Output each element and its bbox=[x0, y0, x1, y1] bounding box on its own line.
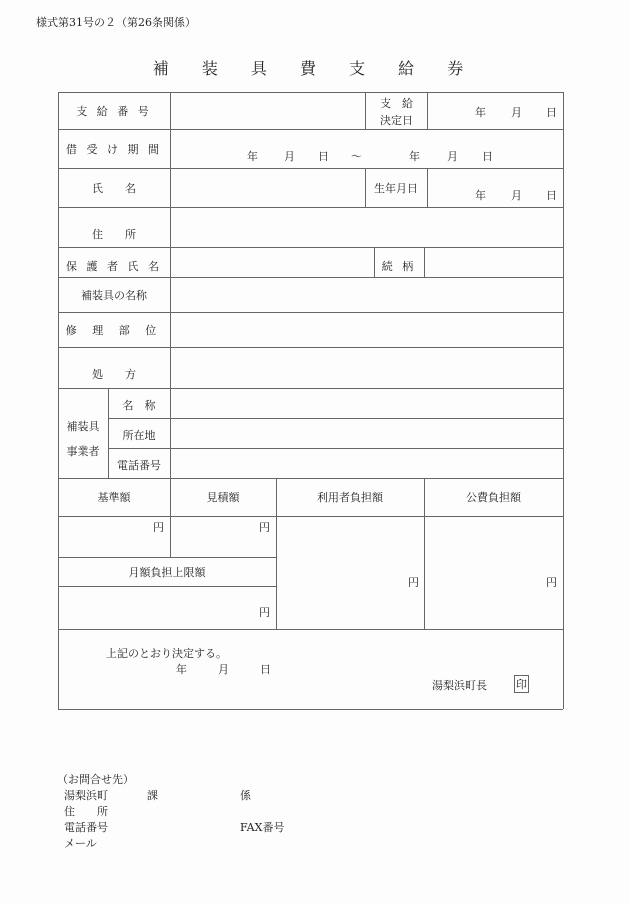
decision-statement: 上記のとおり決定する。 bbox=[106, 647, 227, 660]
user-burden-header: 利用者負担額 bbox=[317, 491, 383, 504]
supply-number-field[interactable] bbox=[171, 93, 365, 129]
contact-address-label: 住 所 bbox=[64, 805, 108, 818]
year-unit: 年 bbox=[475, 106, 486, 119]
public-burden-header: 公費負担額 bbox=[466, 491, 521, 504]
guardian-name-field[interactable] bbox=[171, 248, 374, 277]
contact-email-label: メール bbox=[64, 837, 97, 850]
end-year-unit: 年 bbox=[409, 150, 420, 163]
page-title: 補 装 具 費 支 給 券 bbox=[152, 58, 478, 78]
yen-unit: 円 bbox=[153, 521, 164, 534]
address-field[interactable] bbox=[171, 208, 563, 247]
yen-unit: 円 bbox=[259, 606, 270, 619]
prescription-field[interactable] bbox=[171, 348, 563, 388]
yen-unit: 円 bbox=[259, 521, 270, 534]
start-month-unit: 月 bbox=[284, 150, 295, 163]
year-unit: 年 bbox=[475, 189, 486, 202]
contact-phone-label: 電話番号 bbox=[64, 821, 108, 834]
vendor-group-label bbox=[58, 414, 108, 464]
issuer-name: 湯梨浜町長 bbox=[432, 679, 487, 692]
guardian-name-label: 保 護 者 氏 名 bbox=[66, 260, 162, 273]
vendor-group-label-line2: 事業者 bbox=[66, 445, 100, 458]
vendor-name-field[interactable] bbox=[171, 389, 563, 418]
day-unit: 日 bbox=[546, 189, 557, 202]
form-number: 様式第31号の２（第26条関係） bbox=[36, 16, 196, 29]
standard-amount-header: 基準額 bbox=[97, 491, 131, 504]
decision-date-label-line1: 支 給 bbox=[380, 97, 413, 110]
prescription-label: 処 方 bbox=[92, 368, 136, 381]
year-unit: 年 bbox=[176, 663, 187, 676]
month-unit: 月 bbox=[511, 189, 522, 202]
end-month-unit: 月 bbox=[447, 150, 458, 163]
yen-unit: 円 bbox=[408, 576, 419, 589]
row-line bbox=[58, 629, 563, 630]
decision-date-label bbox=[366, 95, 427, 129]
col-line bbox=[427, 168, 428, 207]
address-label: 住 所 bbox=[92, 228, 136, 241]
rental-period-label: 借 受 け 期 間 bbox=[66, 142, 162, 156]
day-unit: 日 bbox=[546, 106, 557, 119]
device-name-label: 補装具の名称 bbox=[81, 288, 147, 302]
birth-date-label: 生年月日 bbox=[374, 181, 418, 195]
decision-date-label-line2: 決定日 bbox=[380, 114, 413, 127]
vendor-location-field[interactable] bbox=[171, 419, 563, 448]
table-border-right bbox=[563, 92, 564, 709]
vendor-phone-label: 電話番号 bbox=[117, 459, 161, 472]
relationship-label: 続 柄 bbox=[381, 260, 417, 273]
month-unit: 月 bbox=[511, 106, 522, 119]
relationship-field[interactable] bbox=[425, 248, 563, 277]
vendor-location-label: 所在地 bbox=[122, 429, 156, 442]
day-unit: 日 bbox=[260, 663, 271, 676]
yen-unit: 円 bbox=[546, 576, 557, 589]
start-day-unit: 日 bbox=[318, 150, 329, 163]
monthly-cap-label: 月額負担上限額 bbox=[128, 565, 206, 579]
name-label: 氏 名 bbox=[92, 181, 136, 195]
contact-heading: （お問合せ先） bbox=[57, 773, 134, 786]
supply-number-label: 支 給 番 号 bbox=[76, 104, 152, 118]
device-name-field[interactable] bbox=[171, 278, 563, 312]
row-line bbox=[58, 586, 276, 587]
month-unit: 月 bbox=[218, 663, 229, 676]
name-field[interactable] bbox=[171, 169, 365, 207]
seal-mark: 印 bbox=[514, 675, 529, 693]
start-year-unit: 年 bbox=[247, 150, 258, 163]
contact-subsection: 係 bbox=[240, 789, 251, 802]
vendor-name-label: 名 称 bbox=[122, 399, 156, 412]
table-border-bottom bbox=[58, 709, 563, 710]
contact-section: 課 bbox=[147, 789, 158, 802]
estimate-amount-header: 見積額 bbox=[206, 491, 240, 504]
vendor-group-label-line1: 補装具 bbox=[66, 420, 100, 433]
contact-fax-label: FAX番号 bbox=[240, 821, 285, 834]
repair-part-field[interactable] bbox=[171, 313, 563, 347]
end-day-unit: 日 bbox=[482, 150, 493, 163]
row-line bbox=[58, 516, 563, 517]
vendor-phone-field[interactable] bbox=[171, 449, 563, 478]
range-tilde: ～ bbox=[351, 150, 362, 163]
col-line bbox=[427, 92, 428, 129]
contact-town: 湯梨浜町 bbox=[64, 789, 108, 802]
repair-part-label: 修 理 部 位 bbox=[65, 323, 163, 337]
